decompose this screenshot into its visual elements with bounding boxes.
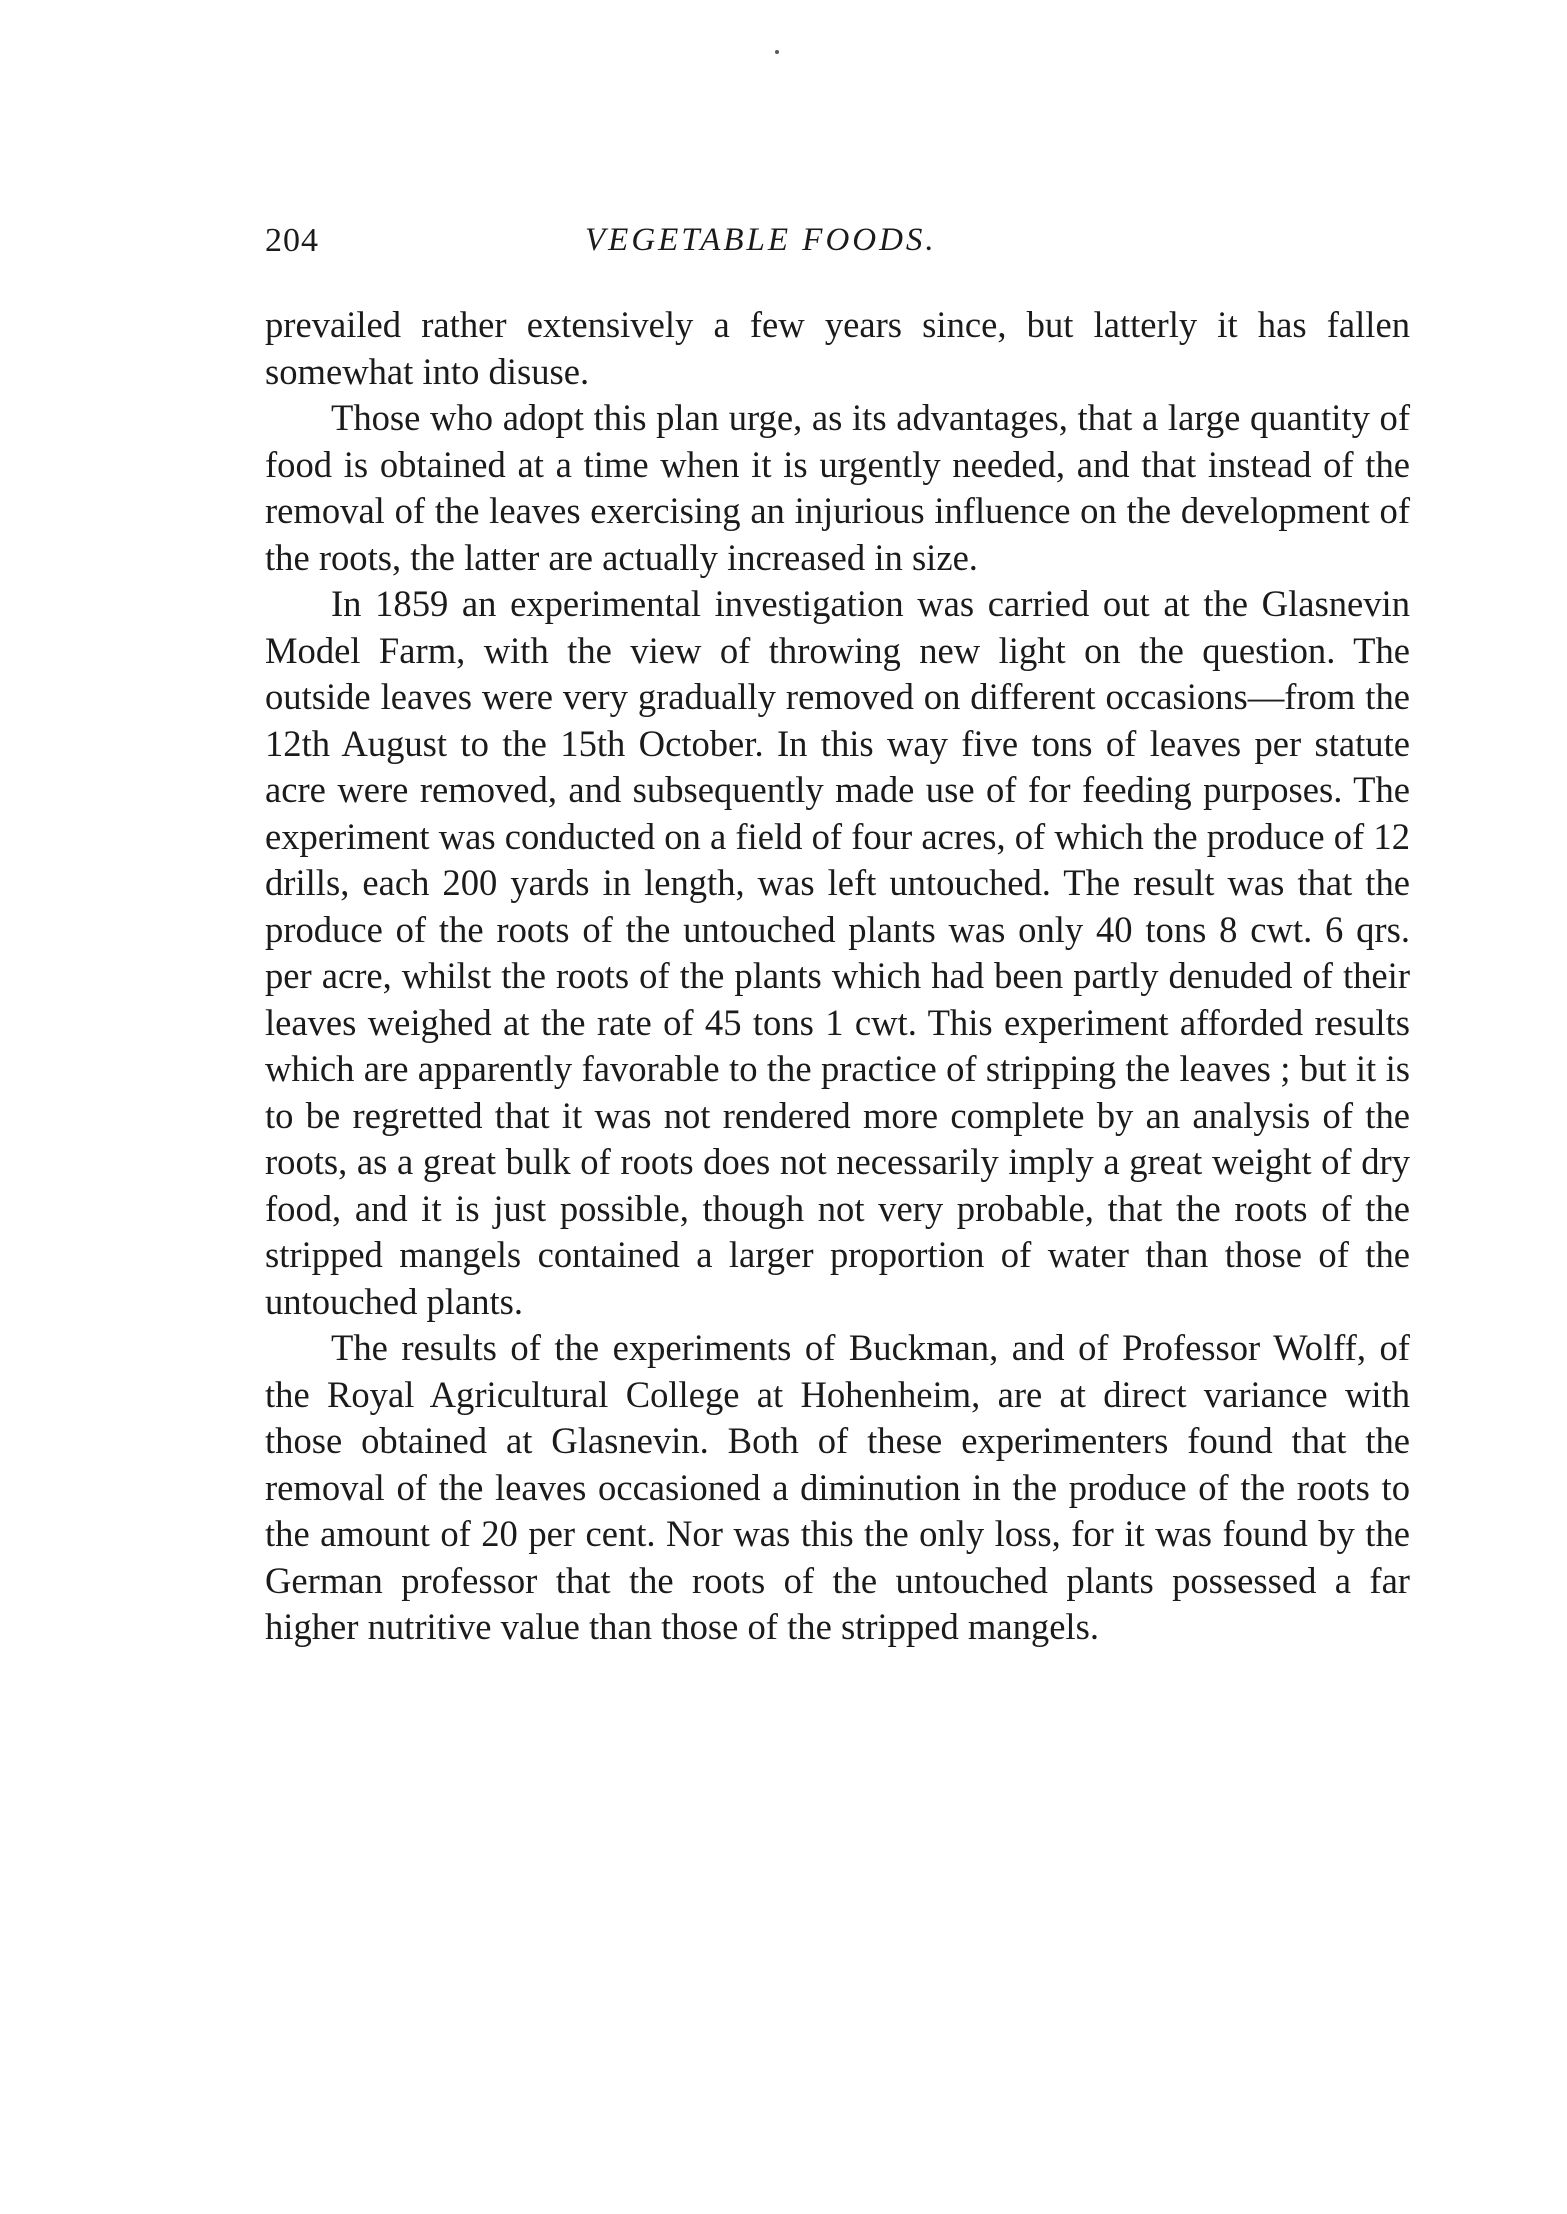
paragraph-buckman-wolff: The results of the experiments of Buckman, and of Professor Wolff, of the Royal Agricultural College at Hohenheim, are at direct variance with those obtained at Glasnevin. Both of these experimenters found that the removal of the leaves occasioned a diminution in the produce of the roots to the amount of 20 per cent. Nor was this the only loss, for it was found by the German professor that the roots of the untouched plants possessed a far higher nutritive value than those of the stripped mangels. — [265, 1327, 1410, 1647]
running-header — [265, 222, 1405, 272]
running-title: VEGETABLE FOODS. — [585, 222, 937, 258]
ink-speck — [775, 50, 779, 54]
body-text — [265, 302, 1410, 1651]
paragraph-advantages: Those who adopt this plan urge, as its advantages, that a large quantity of food is obtained at a time when it is urgently needed, and that instead of the removal of the leaves exercising an injurious influence on the development of the roots, the latter are actually increased in size. — [265, 397, 1410, 578]
paragraph-continuation: prevailed rather extensively a few years since, but latterly it has fallen somewhat into disuse. — [265, 304, 1410, 392]
paragraph-glasnevin-experiment: In 1859 an experimental investigation was carried out at the Glasnevin Model Farm, with the view of throwing new light on the question. The outside leaves were very gradually removed on different occasions—from the 12th August to the 15th October. In this way five tons of leaves per statute acre were removed, and subsequently made use of for feeding purposes. The experiment was conducted on a field of four acres, of which the produce of 12 drills, each 200 yards in length, was left untouched. The result was that the produce of the roots of the untouched plants was only 40 tons 8 cwt. 6 qrs. per acre, whilst the roots of the plants which had been partly denuded of their leaves weighed at the rate of 45 tons 1 cwt. This experiment afforded results which are apparently favorable to the practice of stripping the leaves ; but it is to be regretted that it was not rendered more complete by an analysis of the roots, as a great bulk of roots does not necessarily imply a great weight of dry food, and it is just possible, though not very probable, that the roots of the stripped mangels contained a larger proportion of water than those of the untouched plants. — [265, 583, 1410, 1322]
page-number: 204 — [265, 222, 319, 259]
